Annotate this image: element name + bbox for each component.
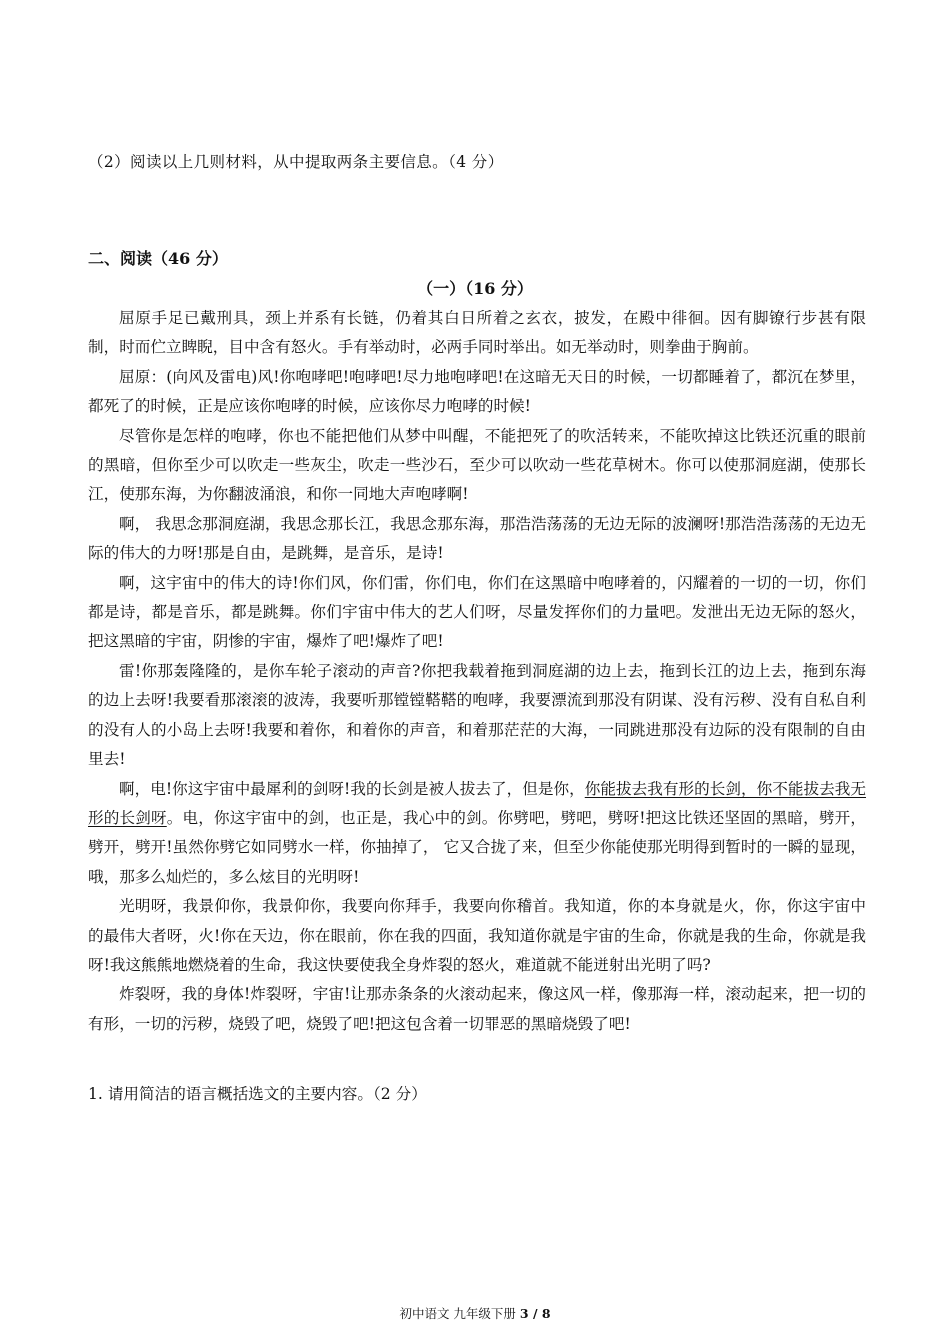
passage-paragraph: 雷!你那轰隆隆的，是你车轮子滚动的声音?你把我载着拖到洞庭湖的边上去，拖到长江的边上去，拖到东海的边上去呀!我要看那滚滚的波涛，我要听那镗镗鞳鞳的咆哮，我要漂流到那没有阴谋、没有污秽、没有自私自利的没有人的小岛上去呀!我要和着你，和着你的声音，和着那茫茫的大海，一同跳进那没有边际的没有限制的自由里去! [88,661,866,769]
passage-paragraph: 屈原：(向风及雷电)风!你咆哮吧!咆哮吧!尽力地咆哮吧!在这暗无天日的时候，一切都睡着了，都沉在梦里，都死了的时候，正是应该你咆哮的时候，应该你尽力咆哮的时候! [88,367,866,416]
passage-paragraph: 屈原手足已戴刑具，颈上并系有长链，仍着其白日所着之玄衣，披发，在殿中徘徊。因有脚镣行步甚有限制，时而伫立睥睨，目中含有怒火。手有举动时，必两手同时举出。如无举动时，则拳曲于胸前。 [88,309,866,357]
question-1: 1. 请用简洁的语言概括选文的主要内容。（2 分） [88,1085,427,1103]
passage-paragraph: 尽管你是怎样的咆哮，你也不能把他们从梦中叫醒，不能把死了的吹活转来，不能吹掉这比铁还沉重的眼前的黑暗，但你至少可以吹走一些灰尘，吹走一些沙石，至少可以吹动一些花草树木。你可以使那洞庭湖，使那长江，使那东海，为你翻波涌浪，和你一同地大声咆哮啊! [88,426,866,504]
passage-paragraph: 啊， 我思念那洞庭湖，我思念那长江，我思念那东海，那浩浩荡荡的无边无际的波澜呀!那浩浩荡荡的无边无际的伟大的力呀!那是自由，是跳舞，是音乐，是诗! [88,514,866,563]
page-number: 3 / 8 [519,1306,551,1321]
subsection-title: （一）（16 分） [417,279,533,298]
paragraph-text: 啊，电!你这宇宙中最犀利的剑呀!我的长剑是被人拔去了，但是你， [119,779,585,798]
passage-paragraph [88,775,866,893]
underlined-sentence: 你能拔去我有形的长剑，你不能拔去我无形的长剑呀 [88,779,866,827]
passage-paragraph: 炸裂呀，我的身体!炸裂呀，宇宙!让那赤条条的火滚动起来，像这风一样，像那海一样，滚动起来，把一切的有形，一切的污秽，烧毁了吧，烧毁了吧!把这包含着一切罪恶的黑暗烧毁了吧! [88,985,866,1033]
passage-paragraph: 啊，这宇宙中的伟大的诗!你们风，你们雷，你们电，你们在这黑暗中咆哮着的，闪耀着的一切的一切，你们都是诗，都是音乐，都是跳舞。你们宇宙中伟大的艺人们呀，尽量发挥你们的力量吧。发泄出无边无际的怒火，把这黑暗的宇宙，阴惨的宇宙，爆炸了吧!爆炸了吧! [88,573,866,651]
passage-paragraph: 光明呀，我景仰你，我景仰你，我要向你拜手，我要向你稽首。我知道，你的本身就是火，你，你这宇宙中的最伟大者呀，火!你在天边，你在眼前，你在我的四面，我知道你就是宇宙的生命，你就是我的生命，你就是我呀!我这熊熊地燃烧着的生命，我这快要使我全身炸裂的怒火，难道就不能迸射出光明了吗? [88,897,866,974]
footer-label: 初中语文 九年级下册 [399,1306,520,1321]
page-footer [0,1304,950,1322]
reading-passage [88,304,866,1039]
previous-question: （2）阅读以上几则材料，从中提取两条主要信息。（4 分） [88,153,504,171]
paragraph-text: 。电，你这宇宙中的剑，也正是，我心中的剑。你劈吧，劈吧，劈呀!把这比铁还坚固的黑暗，劈开，劈开，劈开!虽然你劈它如同劈水一样，你抽掉了， 它又合拢了来，但至少你能使那光明得到暂时的一瞬的显现，哦，那多么灿烂的，多么炫目的光明呀! [88,808,866,886]
section-title: 二、阅读（46 分） [88,249,228,268]
